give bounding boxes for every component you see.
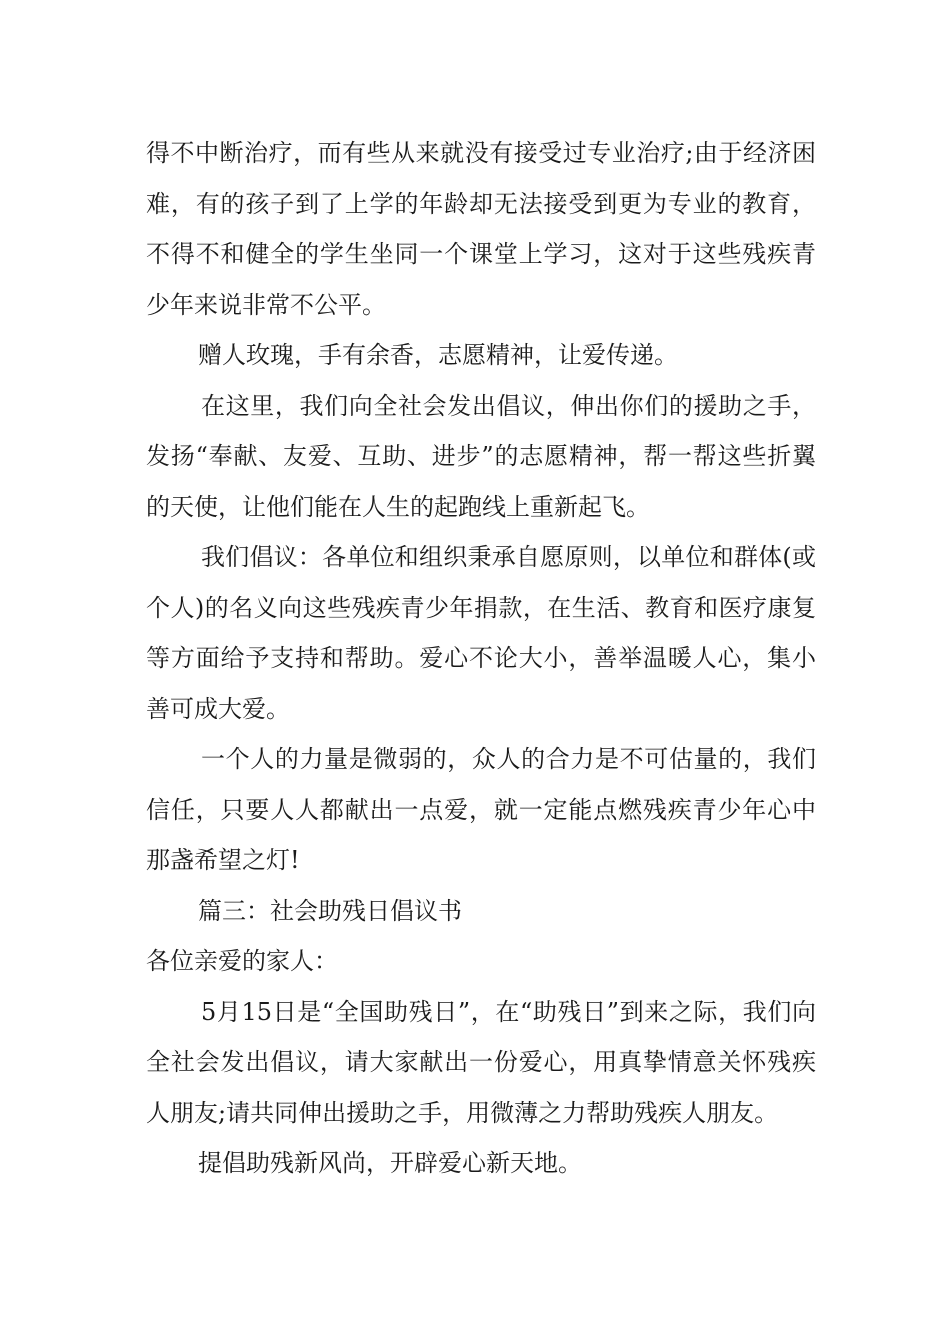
paragraph-slogan: 赠人玫瑰，手有余香，志愿精神，让爱传递。 [198,341,678,369]
document-body [146,128,816,1189]
paragraph-continuation: 得不中断治疗，而有些从来就没有接受过专业治疗;由于经济困难，有的孩子到了上学的年龄却无法接受到更为专业的教育，不得不和健全的学生坐同一个课堂上学习，这对于这些残疾青少年来说非常不公平。 [146,139,816,319]
paragraph-advocate: 提倡助残新风尚，开辟爱心新天地。 [198,1149,582,1177]
paragraph-initiative: 我们倡议：各单位和组织秉承自愿原则，以单位和群体(或个人)的名义向这些残疾青少年捐款，在生活、教育和医疗康复等方面给予支持和帮助。爱心不论大小，善举温暖人心，集小善可成大爱。 [146,543,816,723]
paragraph-closing: 一个人的力量是微弱的，众人的合力是不可估量的，我们信任，只要人人都献出一点爱，就一定能点燃残疾青少年心中那盏希望之灯! [146,745,816,874]
salutation: 各位亲爱的家人： [146,947,338,975]
paragraph-appeal: 在这里，我们向全社会发出倡议，伸出你们的援助之手，发扬“奉献、友爱、互助、进步”的志愿精神，帮一帮这些折翼的天使，让他们能在人生的起跑线上重新起飞。 [146,391,816,521]
section-heading: 篇三：社会助残日倡议书 [198,896,462,925]
paragraph-disability-day: 5月15日是“全国助残日”，在“助残日”到来之际，我们向全社会发出倡议，请大家献出一份爱心，用真挚情意关怀残疾人朋友;请共同伸出援助之手，用微薄之力帮助残疾人朋友。 [146,997,816,1127]
